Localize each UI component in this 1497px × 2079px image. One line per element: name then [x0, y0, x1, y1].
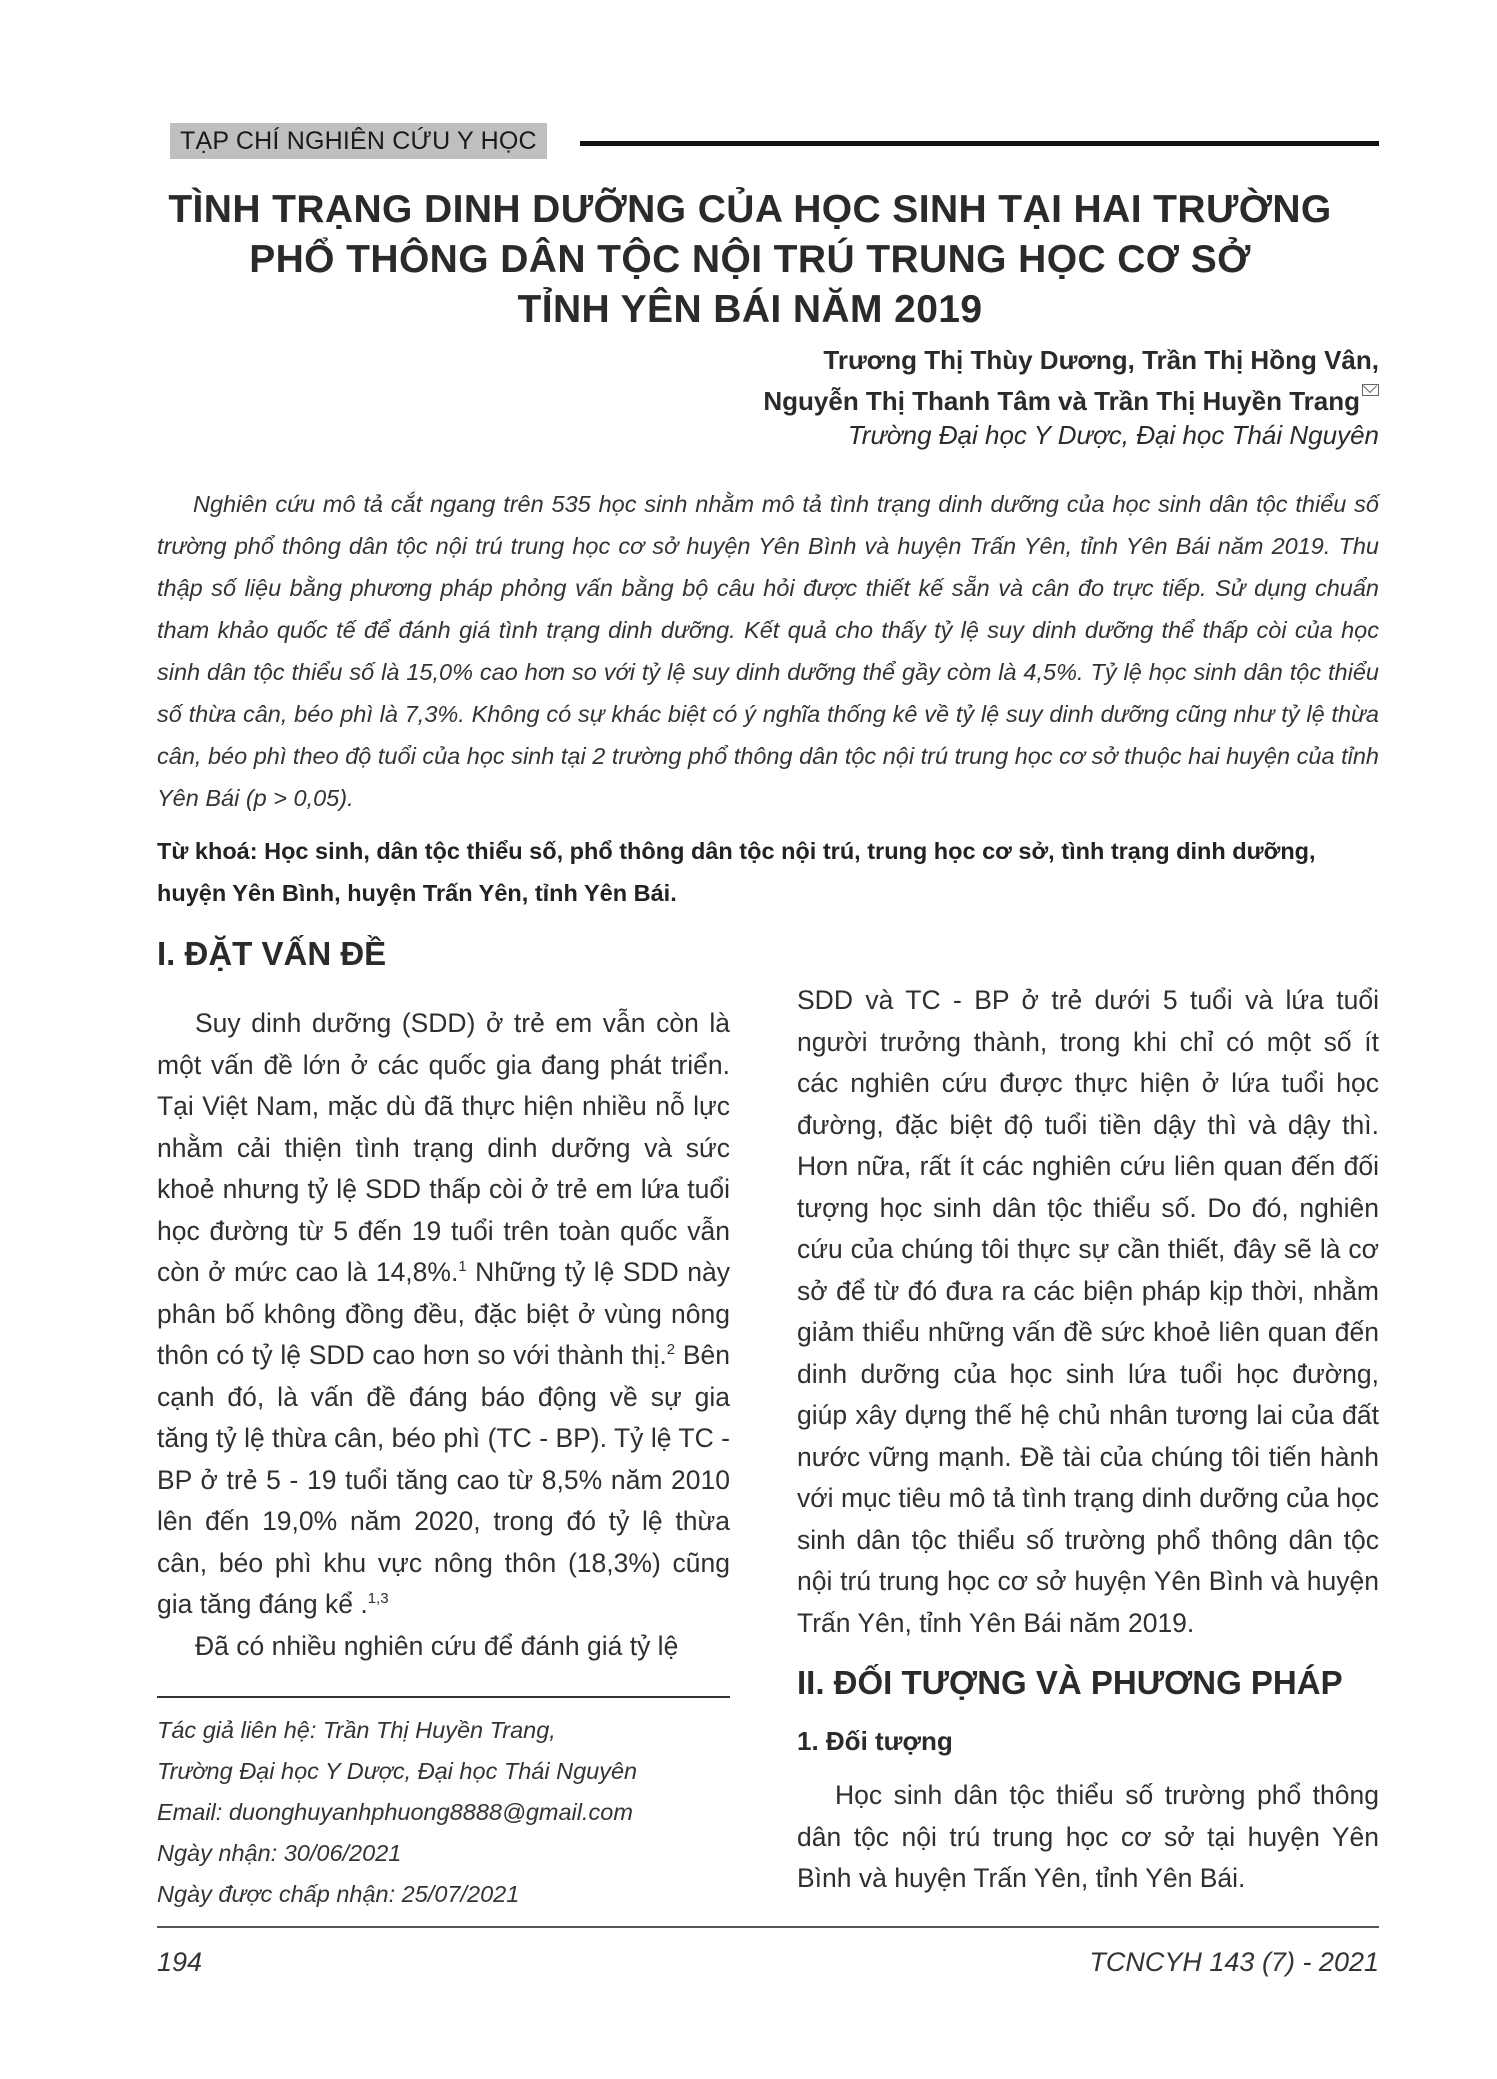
- abstract: [157, 483, 1379, 819]
- section-heading-introduction: I. ĐẶT VẤN ĐỀ: [157, 935, 387, 972]
- section-heading-methods: II. ĐỐI TƯỢNG VÀ PHƯƠNG PHÁP: [797, 1664, 1343, 1701]
- authors-line-1: Trương Thị Thùy Dương, Trần Thị Hồng Vân,: [823, 345, 1379, 375]
- footnote-received: Ngày nhận: 30/06/2021: [157, 1840, 402, 1866]
- page-number: 194: [157, 1947, 203, 1977]
- authors-line-2-text: Nguyễn Thị Thanh Tâm và Trần Thị Huyền Trang: [763, 386, 1360, 416]
- intro-paragraph-2-continued: SDD và TC - BP ở trẻ dưới 5 tuổi và lứa tuổi người trưởng thành, trong khi chỉ có một số ít các nghiên cứu được thực hiện ở lứa tuổi học đường, đặc biệt độ tuổi tiền dậy thì và dậy thì. Hơn nữa, rất ít các nghiên cứu liên quan đến đối tượng học sinh dân tộc thiểu số. Do đó, nghiên cứu của chúng tôi thực sự cần thiết, đây sẽ là cơ sở để từ đó đưa ra các biện pháp kịp thời, nhằm giảm thiểu những vấn đề sức khoẻ liên quan đến dinh dưỡng của học sinh lứa tuổi học đường, giúp xây dựng thế hệ chủ nhân tương lai của đất nước vững mạnh. Đề tài của chúng tôi tiến hành với mục tiêu mô tả tình trạng dinh dưỡng của học sinh dân tộc thiểu số trường phổ thông dân tộc nội trú trung học cơ sở huyện Yên Bình và huyện Trấn Yên, tỉnh Yên Bái năm 2019.: [797, 985, 1379, 1638]
- citation-ref: 1,3: [367, 1590, 389, 1608]
- authors-line-2: [763, 381, 1379, 422]
- subjects-paragraph: Học sinh dân tộc thiểu số trường phổ thông dân tộc nội trú trung học cơ sở tại huyện Yên Bình và huyện Trấn Yên, tỉnh Yên Bái.: [797, 1780, 1379, 1893]
- subsection-heading-subjects: 1. Đối tượng: [797, 1726, 953, 1756]
- journal-header: [170, 123, 1379, 159]
- title-line-2: PHỔ THÔNG DÂN TỘC NỘI TRÚ TRUNG HỌC CƠ SỞ: [249, 238, 1251, 281]
- right-column: [797, 980, 1379, 1644]
- title-line-3: TỈNH YÊN BÁI NĂM 2019: [517, 288, 983, 331]
- affiliation: Trường Đại học Y Dược, Đại học Thái Nguyên: [847, 420, 1379, 450]
- footnote-accepted: Ngày được chấp nhận: 25/07/2021: [157, 1881, 520, 1907]
- footnote-rule: [157, 1696, 730, 1698]
- footnote-institution: Trường Đại học Y Dược, Đại học Thái Nguyên: [157, 1758, 638, 1784]
- envelope-icon: [1362, 384, 1379, 396]
- left-column: [157, 1003, 730, 1667]
- intro-text-c: Bên cạnh đó, là vấn đề đáng báo động về sự gia tăng tỷ lệ thừa cân, béo phì (TC - BP). Tỷ lệ TC - BP ở trẻ 5 - 19 tuổi tăng cao từ 8,5% năm 2010 lên đến 19,0% năm 2020, trong đó tỷ lệ thừa cân, béo phì khu vực nông thôn (18,3%) cũng gia tăng đáng kể .: [157, 1340, 730, 1619]
- intro-text-b: Những tỷ lệ SDD này phân bố không đồng đều, đặc biệt ở vùng nông thôn có tỷ lệ SDD cao hơn so với thành thị.: [157, 1257, 730, 1370]
- header-rule: [580, 141, 1379, 146]
- footnote-email: Email: duonghuyanhphuong8888@gmail.com: [157, 1799, 633, 1825]
- intro-paragraph-1: [157, 1003, 730, 1626]
- author-list: [763, 340, 1379, 422]
- intro-paragraph-2: Đã có nhiều nghiên cứu để đánh giá tỷ lệ: [195, 1630, 679, 1661]
- journal-name: TẠP CHÍ NGHIÊN CỨU Y HỌC: [170, 123, 547, 159]
- subjects-text-block: [797, 1775, 1379, 1900]
- article-title: [150, 185, 1350, 335]
- journal-issue: TCNCYH 143 (7) - 2021: [1089, 1947, 1379, 1977]
- footer-rule: [157, 1926, 1379, 1928]
- abstract-text: Nghiên cứu mô tả cắt ngang trên 535 học sinh nhằm mô tả tình trạng dinh dưỡng của học sinh dân tộc thiểu số trường phổ thông dân tộc nội trú trung học cơ sở huyện Yên Bình và huyện Trấn Yên, tỉnh Yên Bái năm 2019. Thu thập số liệu bằng phương pháp phỏng vấn bằng bộ câu hỏi được thiết kế sẵn và cân đo trực tiếp. Sử dụng chuẩn tham khảo quốc tế để đánh giá tình trạng dinh dưỡng. Kết quả cho thấy tỷ lệ suy dinh dưỡng thể thấp còi của học sinh dân tộc thiểu số là 15,0% cao hơn so với tỷ lệ suy dinh dưỡng thể gầy còm là 4,5%. Tỷ lệ học sinh dân tộc thiểu số thừa cân, béo phì là 7,3%. Không có sự khác biệt có ý nghĩa thống kê về tỷ lệ suy dinh dưỡng cũng như tỷ lệ thừa cân, béo phì theo độ tuổi của học sinh tại 2 trường phổ thông dân tộc nội trú trung học cơ sở thuộc hai huyện của tỉnh Yên Bái (p > 0,05).: [157, 491, 1379, 811]
- keywords: Từ khoá: Học sinh, dân tộc thiểu số, phổ thông dân tộc nội trú, trung học cơ sở, tình trạng dinh dưỡng, huyện Yên Bình, huyện Trấn Yên, tỉnh Yên Bái.: [157, 838, 1316, 906]
- citation-ref: 1: [458, 1258, 467, 1276]
- citation-ref: 2: [666, 1341, 676, 1359]
- correspondence-footnote: [157, 1710, 737, 1915]
- intro-text-a: Suy dinh dưỡng (SDD) ở trẻ em vẫn còn là một vấn đề lớn ở các quốc gia đang phát triển. Tại Việt Nam, mặc dù đã thực hiện nhiều nỗ lực nhằm cải thiện tình trạng dinh dưỡng và sức khoẻ nhưng tỷ lệ SDD thấp còi ở trẻ em lứa tuổi học đường từ 5 đến 19 tuổi trên toàn quốc vẫn còn ở mức cao là 14,8%.: [157, 1008, 730, 1287]
- title-line-1: TÌNH TRẠNG DINH DƯỠNG CỦA HỌC SINH TẠI HAI TRƯỜNG: [168, 188, 1332, 231]
- footnote-contact: Tác giả liên hệ: Trần Thị Huyền Trang,: [157, 1717, 556, 1743]
